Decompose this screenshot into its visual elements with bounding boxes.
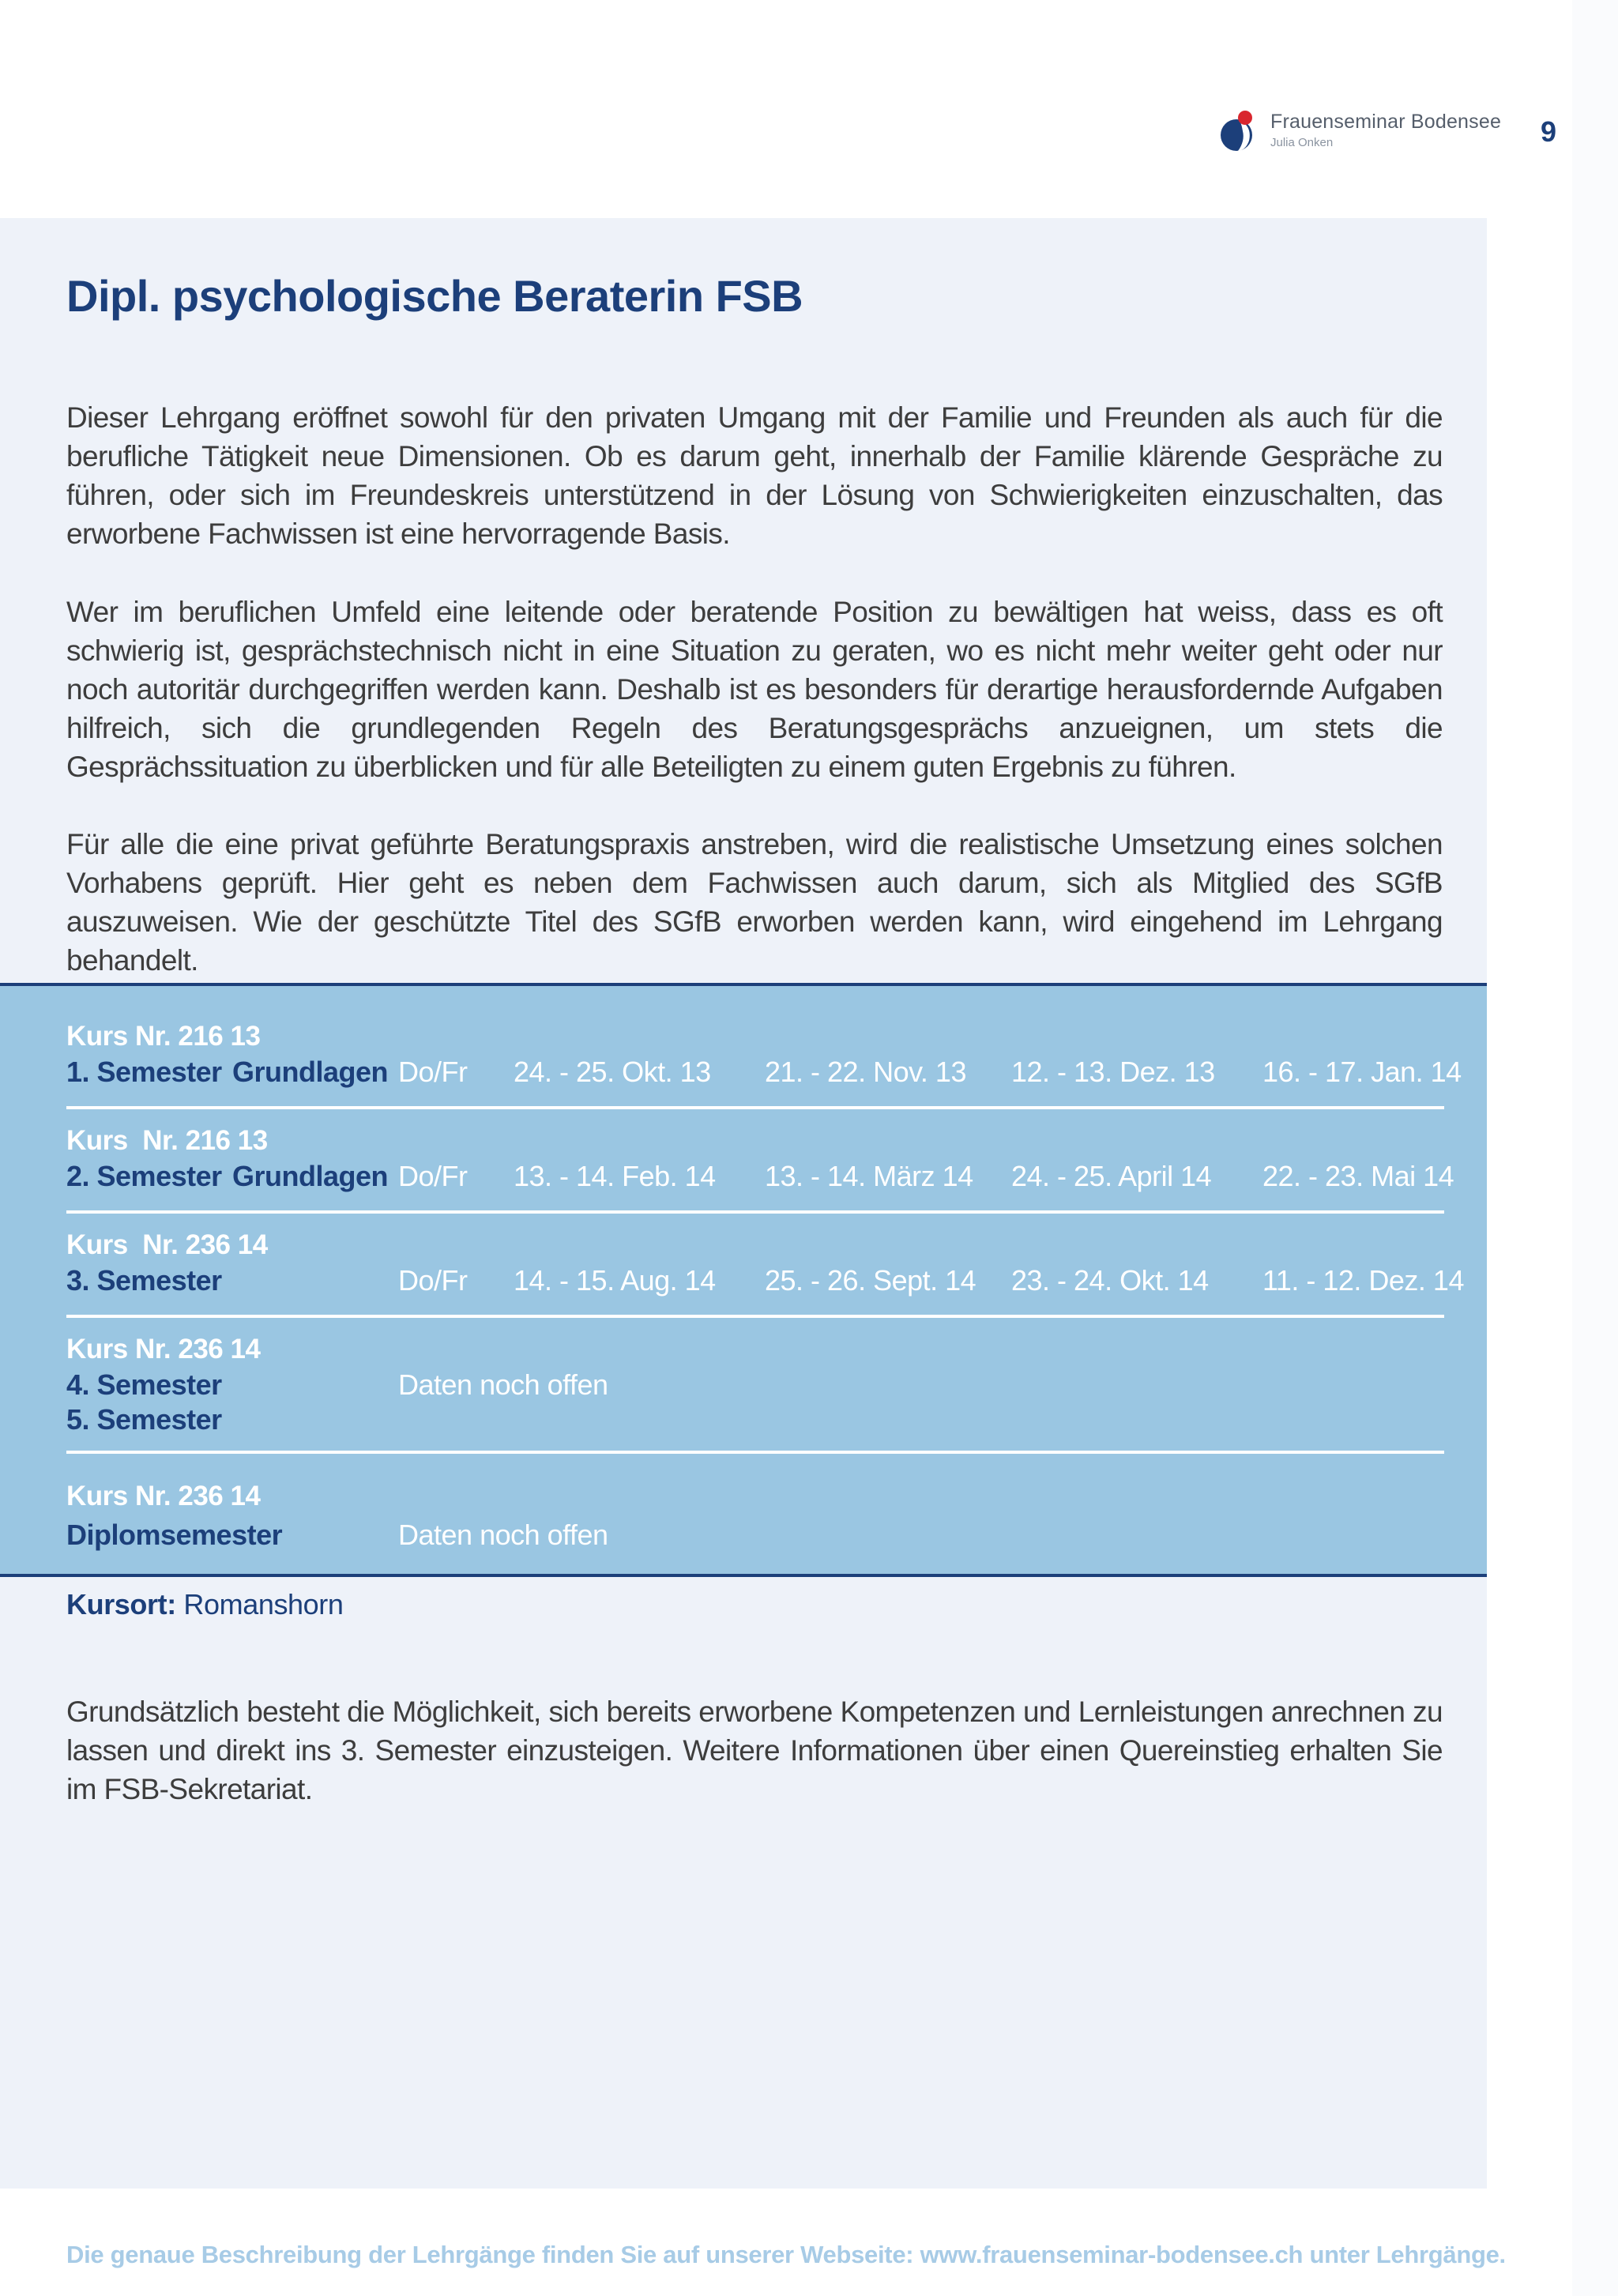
course-number: Kurs Nr. 236 14 — [66, 1481, 261, 1511]
body-paragraph: Für alle die eine privat geführte Beratungspraxis anstreben, wird die realistische Umsetzung eines solchen Vorhabens geprüft. Hier geht es neben dem Fachwissen auch darum, sich als Mitglied des SGfB auszuweisen. Wie der geschützte Titel des SGfB erworben werden kann, wird eingehend im Lehrgang behandelt. — [66, 828, 1443, 977]
brand-subtitle: Julia Onken — [1270, 136, 1334, 149]
semester-label: Diplomsemester — [66, 1519, 283, 1551]
course-schedule — [0, 983, 1487, 1577]
page-title: Dipl. psychologische Beraterin FSB — [66, 271, 803, 321]
course-days: Do/Fr — [398, 1264, 468, 1297]
semester-label: 4. Semester — [66, 1368, 222, 1401]
course-days: Do/Fr — [398, 1056, 468, 1088]
course-location-value: Romanshorn — [183, 1588, 344, 1620]
row-divider — [66, 1451, 1444, 1454]
course-number: Kurs Nr. 236 14 — [66, 1334, 261, 1364]
course-date: 23. - 24. Okt. 14 — [1011, 1264, 1209, 1297]
body-paragraph: Wer im beruflichen Umfeld eine leitende oder beratende Position zu bewältigen hat weiss, dass es oft schwierig ist, gesprächstechnisch nicht in eine Situation zu geraten, wo es nicht mehr weiter geht oder nur noch autoritär durchgegriffen werden kann. Deshalb ist es besonders für derartige herausfordernde Aufgaben hilfreich, sich die grundlegenden Regeln des Beratungsgesprächs anzueignen, um stets die Gesprächssituation zu überblicken und für alle Beteiligten zu einem guten Ergebnis zu führen. — [66, 596, 1443, 783]
brand-name: Frauenseminar Bodensee — [1270, 111, 1502, 133]
course-days: Do/Fr — [398, 1160, 468, 1192]
semester-label: 5. Semester — [66, 1403, 222, 1436]
course-location-label: Kursort: — [66, 1588, 176, 1620]
course-number: Kurs Nr. 236 14 — [66, 1229, 268, 1260]
course-date: 14. - 15. Aug. 14 — [514, 1264, 716, 1297]
semester-label: 2. Semester — [66, 1160, 222, 1192]
course-location — [66, 1588, 344, 1621]
course-date: 13. - 14. März 14 — [765, 1160, 973, 1192]
row-divider — [66, 1106, 1444, 1109]
course-date: 21. - 22. Nov. 13 — [765, 1056, 966, 1088]
brand-logo[interactable] — [1217, 107, 1501, 155]
page-number: 9 — [1541, 115, 1557, 148]
course-date: 25. - 26. Sept. 14 — [765, 1264, 976, 1297]
course-topic: Grundlagen — [232, 1056, 389, 1088]
course-date: 22. - 23. Mai 14 — [1262, 1160, 1454, 1192]
footer-note: Die genaue Beschreibung der Lehrgänge finden Sie auf unserer Webseite: www.frauenseminar-bodensee.ch unter Lehrgänge. — [66, 2241, 1506, 2268]
course-topic: Grundlagen — [232, 1160, 389, 1192]
row-divider — [66, 1210, 1444, 1214]
course-date: 16. - 17. Jan. 14 — [1262, 1056, 1462, 1088]
intro-paragraph: Dieser Lehrgang eröffnet sowohl für den privaten Umgang mit der Familie und Freunden als auch für die berufliche Tätigkeit neue Dimensionen. Ob es darum geht, innerhalb der Familie klärende Gespräche zu führen, oder sich im Freundeskreis unterstützend in der Lösung von Schwierigkeiten einzuschalten, das erworbene Fachwissen ist eine hervorragende Basis. — [66, 401, 1443, 550]
semester-label: 3. Semester — [66, 1264, 222, 1297]
row-divider — [66, 1315, 1444, 1318]
course-date: 24. - 25. April 14 — [1011, 1160, 1212, 1192]
course-date: 11. - 12. Dez. 14 — [1262, 1264, 1464, 1297]
page-edge-strip — [1572, 0, 1618, 2296]
dates-pending-note: Daten noch offen — [398, 1519, 608, 1551]
course-number: Kurs Nr. 216 13 — [66, 1125, 268, 1156]
closing-paragraph: Grundsätzlich besteht die Möglichkeit, sich bereits erworbene Kompetenzen und Lernleistungen anrechnen zu lassen und direkt ins 3. Semester einzusteigen. Weitere Informationen über einen Quereinstieg erhalten Sie im FSB-Sekretariat. — [66, 1696, 1443, 1805]
dates-pending-note: Daten noch offen — [398, 1368, 608, 1401]
frauenseminar-logo-icon — [1217, 107, 1262, 153]
semester-label: 1. Semester — [66, 1056, 222, 1088]
course-date: 24. - 25. Okt. 13 — [514, 1056, 711, 1088]
course-date: 13. - 14. Feb. 14 — [514, 1160, 716, 1192]
course-date: 12. - 13. Dez. 13 — [1011, 1056, 1215, 1088]
course-number: Kurs Nr. 216 13 — [66, 1021, 261, 1052]
